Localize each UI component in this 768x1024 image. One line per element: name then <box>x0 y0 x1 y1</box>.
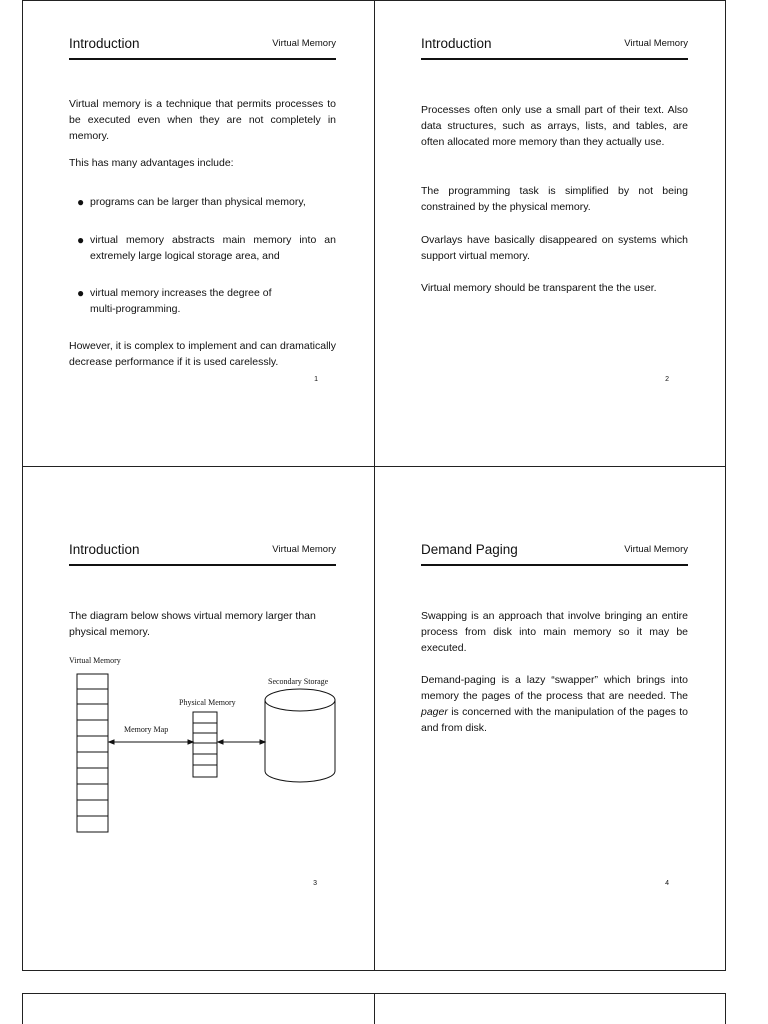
virtual-memory-diagram <box>69 542 336 842</box>
virtual-memory-pages <box>77 674 108 832</box>
paragraph: Swapping is an approach that involve bringing an entire process from disk into main memory so it may be executed. <box>421 610 688 654</box>
next-page-frame-left <box>22 993 23 1024</box>
page-frame-center <box>374 0 375 971</box>
title-rule <box>69 58 336 60</box>
title-rule <box>421 564 688 566</box>
paragraph-text: is concerned with the manipulation of the pages to and from disk. <box>421 706 688 734</box>
next-page-frame-right <box>725 993 726 1024</box>
slide-topic: Virtual Memory <box>624 38 688 49</box>
paragraph: This has many advantages include: <box>69 157 234 169</box>
paragraph-text: Demand-paging is a lazy “swapper” which brings into memory the pages of the process that are needed. The <box>421 674 688 702</box>
virtual-page <box>77 674 108 832</box>
slide-title: Introduction <box>421 36 492 51</box>
page-number: 4 <box>665 880 669 887</box>
memory-map-label: Memory Map <box>124 725 169 734</box>
bullet-item: programs can be larger than physical memory, <box>90 196 306 208</box>
page-frame-left <box>22 0 23 971</box>
slide-title: Introduction <box>69 36 140 51</box>
paragraph: Virtual memory should be transparent the the user. <box>421 282 657 294</box>
physical-memory-frames <box>193 712 217 777</box>
paragraph: Virtual memory is a technique that permits processes to be executed even when they are not completely in memory. <box>69 98 336 142</box>
slide-1 <box>69 36 336 396</box>
slide-topic: Virtual Memory <box>272 544 336 555</box>
emphasized-term: pager <box>421 706 448 718</box>
bullet-item: virtual memory abstracts main memory into an extremely large logical storage area, and <box>90 234 336 262</box>
physical-frame <box>193 712 217 777</box>
slide-title: Demand Paging <box>421 542 518 557</box>
swap-arrow <box>218 740 265 744</box>
slide-topic: Virtual Memory <box>272 38 336 49</box>
paragraph <box>421 672 688 736</box>
slide-title: Introduction <box>69 542 140 557</box>
paragraph: Processes often only use a small part of their text. Also data structures, such as arrays, lists, and tables, are often allocated more memory than they actually use. <box>421 104 688 148</box>
page-frame-middle <box>22 466 726 467</box>
paragraph: Ovarlays have basically disappeared on systems which support virtual memory. <box>421 234 688 262</box>
slide-4 <box>421 542 688 892</box>
bullet-item: virtual memory increases the degree of multi-programming. <box>90 287 272 315</box>
next-page-frame-center <box>374 993 375 1024</box>
virtual-memory-label: Virtual Memory <box>69 656 121 665</box>
page-frame-right <box>725 0 726 971</box>
secondary-storage-disk <box>265 689 335 782</box>
paragraph: The diagram below shows virtual memory larger than physical memory. <box>69 610 316 638</box>
secondary-storage-label: Secondary Storage <box>268 677 329 686</box>
bullet-icon: ● <box>77 195 85 209</box>
page-number: 1 <box>314 376 318 383</box>
bullet-icon: ● <box>77 233 85 247</box>
physical-memory-label: Physical Memory <box>179 698 236 707</box>
slide-topic: Virtual Memory <box>624 544 688 555</box>
paragraph: However, it is complex to implement and can dramatically decrease performance if it is used carelessly. <box>69 340 336 368</box>
page-number: 3 <box>313 880 317 887</box>
slide-2 <box>421 36 688 396</box>
page-number: 2 <box>665 376 669 383</box>
title-rule <box>421 58 688 60</box>
paragraph: The programming task is simplified by not being constrained by the physical memory. <box>421 185 688 213</box>
memory-map-arrow <box>109 740 193 744</box>
slide-3 <box>69 542 336 892</box>
bullet-icon: ● <box>77 286 85 300</box>
page-frame-bottom <box>22 970 726 971</box>
